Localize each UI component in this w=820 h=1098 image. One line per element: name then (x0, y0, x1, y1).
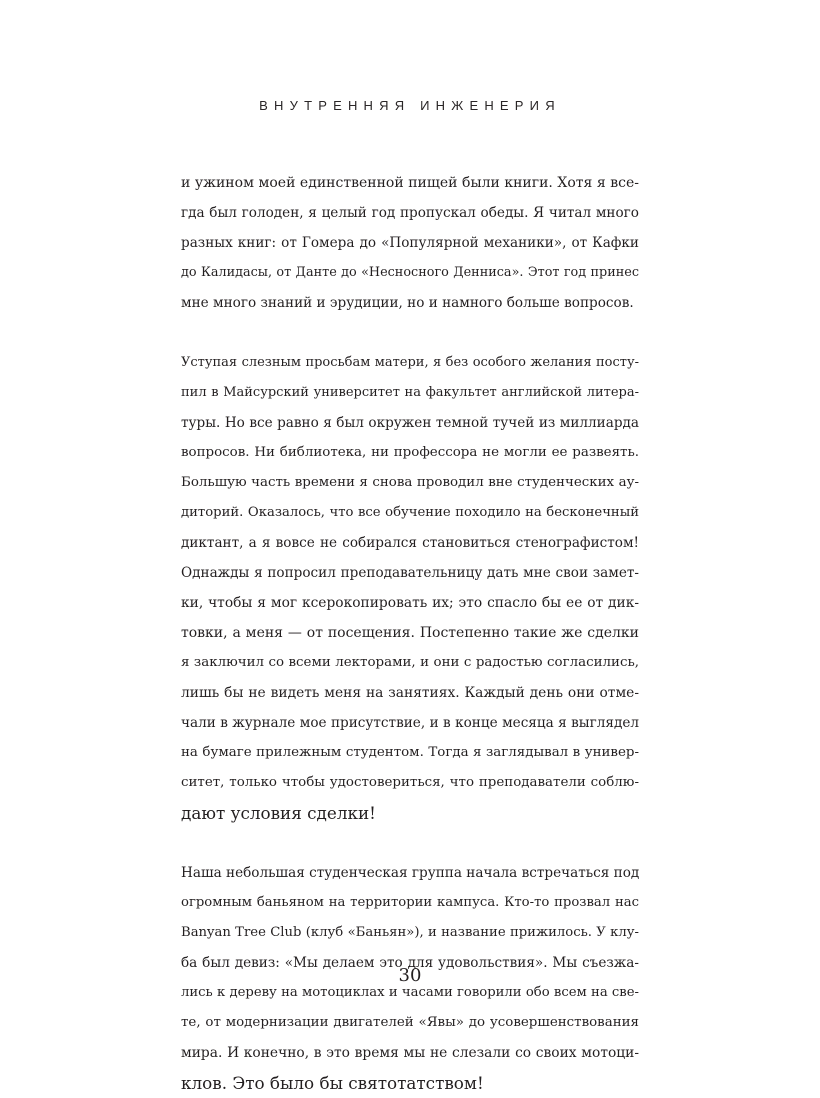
text-line: лишь бы не видеть меня на занятиях. Каждый день они отме- (181, 685, 639, 701)
paragraph (181, 348, 639, 828)
text-line: те, от модернизации двигателей «Явы» до усовершенствования (181, 1015, 639, 1030)
text-line: на бумаге прилежным студентом. Тогда я заглядывал в универ- (181, 745, 639, 760)
text-line: Banyan Tree Club (клуб «Баньян»), и название прижилось. У клу- (181, 925, 639, 940)
paragraph-gap (181, 828, 639, 858)
text-line: Уступая слезным просьбам матери, я без особого желания посту- (181, 355, 639, 370)
text-line: клов. Это было бы святотатством! (181, 1073, 484, 1093)
text-line: чали в журнале мое присутствие, и в конце месяца я выглядел (181, 715, 639, 731)
text-line: Большую часть времени я снова проводил вне студенческих ау- (181, 475, 639, 490)
text-line: до Калидасы, от Данте до «Несносного Денниса». Этот год принес (181, 265, 639, 280)
text-line: огромным баньяном на территории кампуса. Кто-то прозвал нас (181, 895, 639, 910)
text-line: гда был голоден, я целый год пропускал обеды. Я читал много (181, 205, 639, 221)
text-line: диктант, а я вовсе не собирался становиться стенографистом! (181, 535, 639, 551)
text-line: Наша небольшая студенческая группа начала встречаться под (181, 865, 639, 881)
text-line: я заключил со всеми лекторами, и они с радостью согласились, (181, 655, 639, 670)
body-text (181, 168, 639, 1098)
text-line: ки, чтобы я мог ксерокопировать их; это спасло бы ее от дик- (181, 595, 639, 611)
paragraph-gap (181, 318, 639, 348)
text-line: и ужином моей единственной пищей были книги. Хотя я все- (181, 175, 639, 191)
text-line: разных книг: от Гомера до «Популярной механики», от Кафки (181, 235, 639, 251)
text-line: товки, а меня — от посещения. Постепенно такие же сделки (181, 625, 639, 641)
text-line: ба был девиз: «Мы делаем это для удовольствия». Мы съезжа- (181, 955, 639, 971)
text-line: Однажды я попросил преподавательницу дать мне свои замет- (181, 565, 639, 581)
text-line: туры. Но все равно я был окружен темной тучей из миллиарда (181, 415, 639, 431)
paragraph (181, 168, 639, 318)
text-line: диторий. Оказалось, что все обучение походило на бесконечный (181, 505, 639, 520)
text-line: лись к дереву на мотоциклах и часами говорили обо всем на све- (181, 985, 639, 1000)
text-line: ситет, только чтобы удостовериться, что преподаватели соблю- (181, 775, 639, 790)
text-line: мира. И конечно, в это время мы не слезали со своих мотоци- (181, 1045, 639, 1061)
text-line: пил в Майсурский университет на факультет английской литера- (181, 385, 639, 400)
page-number: 30 (398, 965, 422, 986)
running-head: ВНУТРЕННЯЯ ИНЖЕНЕРИЯ (259, 98, 561, 113)
text-line: вопросов. Ни библиотека, ни профессора не могли ее развеять. (181, 445, 639, 460)
text-line: дают условия сделки! (181, 803, 376, 823)
text-line: мне много знаний и эрудиции, но и намного больше вопросов. (181, 295, 634, 311)
